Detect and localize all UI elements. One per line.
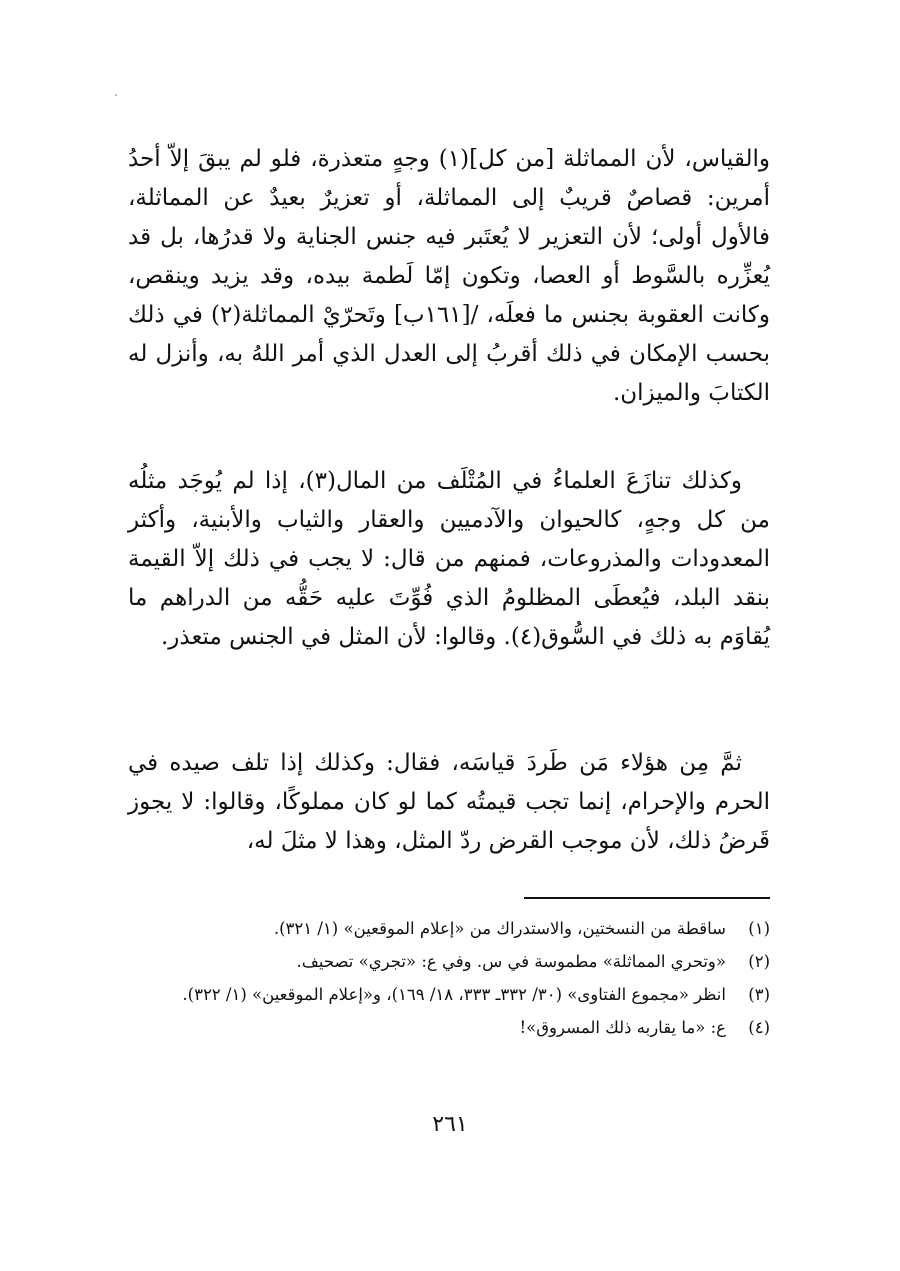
footnote-number: (١) <box>748 919 770 938</box>
footnote-number: (٣) <box>748 985 770 1004</box>
scan-speck <box>115 94 117 96</box>
footnote-text: ع: «ما يقاربه ذلك المسروق»! <box>519 1018 726 1037</box>
footnote-number: (٢) <box>748 952 770 971</box>
footnote-2 <box>128 945 770 978</box>
paragraph-2: وكذلك تنازَعَ العلماءُ في المُتْلَف من المال(٣)، إذا لم يُوجَد مثلُه من كل وجهٍ، كالحيوان والآدميين والعقار والثياب والأبنية، وأكثر المعدودات والمذروعات، فمنهم من قال: لا يجب في ذلك إلاّ القيمة بنقد البلد، فيُعطَى المظلومُ الذي فُوِّتَ عليه حَقُّه من الدراهم ما يُقاوَم به ذلك في السُّوق(٤). وقالوا: لأن المثل في الجنس متعذر. <box>128 468 770 650</box>
footnote-1 <box>128 912 770 945</box>
paragraph-1: والقياس، لأن المماثلة [من كل](١) وجهٍ متعذرة، فلو لم يبقَ إلاّ أحدُ أمرين: قصاصٌ قريبٌ إلى المماثلة، أو تعزيرٌ بعيدٌ عن المماثلة، فالأول أولى؛ لأن التعزير لا يُعتَبر فيه جنس الجناية ولا قدرُها، بل قد يُعزِّره بالسَّوط أو العصا، وتكون إمّا لَطمة بيده، وقد يزيد وينقص، وكانت العقوبة بجنس ما فعلَه، /[١٦١ب] وتَحرّيْ المماثلة(٢) في ذلك بحسب الإمكان في ذلك أقربُ إلى العدل الذي أمر اللهُ به، وأنزل له الكتابَ والميزان. <box>128 146 770 406</box>
footnote-text: «وتحري المماثلة» مطموسة في س. وفي ع: «تجري» تصحيف. <box>296 952 726 971</box>
footnotes <box>128 912 770 1044</box>
footnote-text: ساقطة من النسختين، والاستدراك من «إعلام الموقعين» (١/ ٣٢١). <box>273 919 726 938</box>
footnote-3 <box>128 978 770 1011</box>
paragraph-3: ثمَّ مِن هؤلاء مَن طَردَ قياسَه، فقال: وكذلك إذا تلف صيده في الحرم والإحرام، إنما تجب قيمتُه كما لو كان مملوكًا، وقالوا: لا يجوز قَرضُ ذلك، لأن موجب القرض ردّ المثل، وهذا لا مثلَ له، <box>128 750 770 854</box>
footnote-text: انظر «مجموع الفتاوى» (٣٠/ ٣٣٢ـ ٣٣٣، ١٨/ ١٦٩)، و«إعلام الموقعين» (١/ ٣٢٢). <box>182 985 726 1004</box>
footnote-divider <box>524 897 770 899</box>
page-number: ٢٦١ <box>432 1112 468 1137</box>
footnote-4 <box>128 1011 770 1044</box>
footnote-number: (٤) <box>748 1018 770 1037</box>
